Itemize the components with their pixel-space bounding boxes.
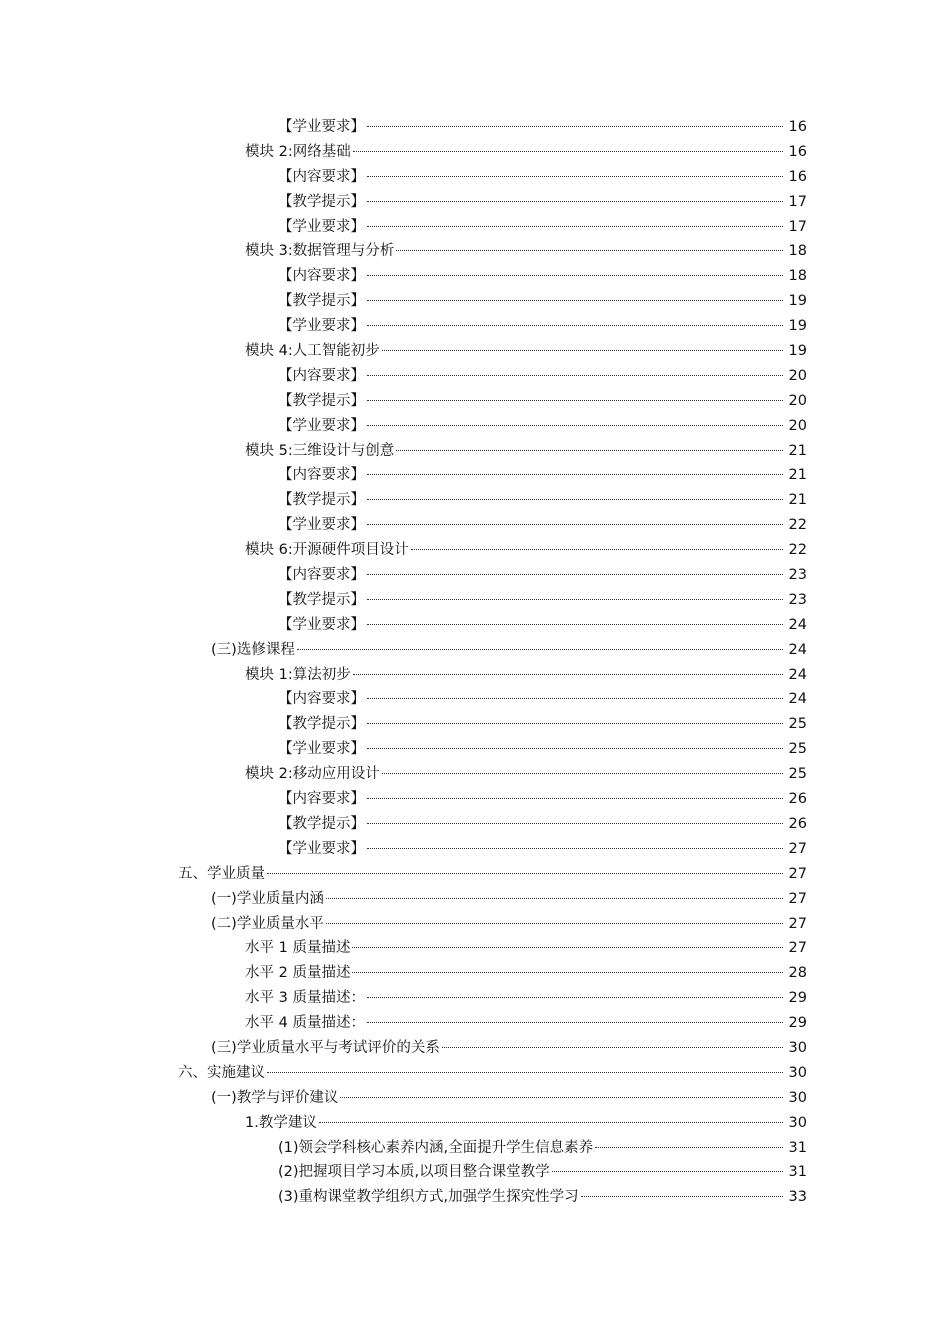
toc-entry[interactable] [0,887,950,912]
toc-entry-label: 【内容要求】 [278,467,365,484]
toc-entry-label: 【学业要求】 [278,119,365,135]
toc-entry-label: 【内容要求】 [278,268,365,285]
dot-leader [367,823,783,824]
toc-entry[interactable] [0,439,950,464]
toc-entry-label: (一)学业质量内涵 [211,890,324,907]
toc-entry[interactable] [0,215,950,240]
toc-entry[interactable] [0,936,950,961]
toc-entry-label: 【教学提示】 [278,492,365,509]
dot-leader [382,773,783,774]
dot-leader [396,250,783,251]
toc-entry-label: 六、实施建议 [178,1064,265,1081]
toc-entry[interactable] [0,1185,950,1210]
toc-entry-page-number: 21 [788,442,807,459]
toc-entry-page-number: 30 [788,1089,807,1106]
toc-entry[interactable] [0,1136,950,1161]
dot-leader [367,574,783,575]
toc-entry-label: 【学业要求】 [278,840,365,857]
toc-entry-page-number: 20 [788,417,807,434]
dot-leader [367,300,783,301]
toc-entry-label: (一)教学与评价建议 [211,1089,339,1106]
toc-entry-label: 1.教学建议 [245,1114,317,1131]
toc-entry[interactable] [0,1061,950,1086]
toc-entry[interactable] [0,463,950,488]
toc-entry-page-number: 28 [788,965,807,982]
dot-leader [367,425,783,426]
dot-leader [353,674,783,675]
toc-entry[interactable] [0,762,950,787]
dot-leader [367,275,783,276]
toc-entry-label: 【学业要求】 [278,741,365,758]
dot-leader [367,176,783,177]
dot-leader [367,201,783,202]
toc-entry-label: (三)选修课程 [211,641,295,658]
dot-leader [367,400,783,401]
toc-entry[interactable] [0,837,950,862]
toc-entry[interactable] [0,414,950,439]
toc-entry-page-number: 26 [788,791,807,808]
dot-leader [326,898,783,899]
toc-entry-page-number: 24 [788,616,807,633]
toc-entry[interactable] [0,339,950,364]
dot-leader [367,474,783,475]
dot-leader [396,450,783,451]
toc-entry[interactable] [0,862,950,887]
toc-entry-page-number: 24 [788,666,807,683]
toc-entry-page-number: 21 [788,492,807,509]
dot-leader [411,549,783,550]
toc-entry[interactable] [0,1036,950,1061]
toc-entry-page-number: 25 [788,716,807,733]
toc-entry-page-number: 20 [788,392,807,409]
toc-entry-label: 【学业要求】 [278,218,365,235]
toc-entry[interactable] [0,638,950,663]
dot-leader [367,798,783,799]
toc-entry-page-number: 25 [788,766,807,783]
toc-entry-label: 模块 1:算法初步 [245,666,351,683]
toc-entry-label: 【教学提示】 [278,815,365,832]
dot-leader [367,325,783,326]
toc-entry[interactable] [0,812,950,837]
toc-entry-label: 【教学提示】 [278,591,365,608]
toc-entry-label: 水平 3 质量描述： [245,990,365,1007]
dot-leader [319,1122,783,1123]
toc-entry-label: 模块 6:开源硬件项目设计 [245,542,409,559]
dot-leader [367,848,783,849]
dot-leader [442,1047,783,1048]
toc-entry[interactable] [0,613,950,638]
toc-entry[interactable] [0,314,950,339]
dot-leader [367,375,783,376]
toc-entry-label: 【教学提示】 [278,392,365,409]
toc-entry-label: 【学业要求】 [278,616,365,633]
dot-leader [367,723,783,724]
dot-leader [581,1196,783,1197]
dot-leader [367,624,783,625]
dot-leader [367,997,783,998]
toc-entry[interactable] [0,1111,950,1136]
toc-entry-page-number: 17 [788,193,807,210]
dot-leader [297,649,783,650]
toc-entry[interactable] [0,364,950,389]
toc-entry-label: 模块 3:数据管理与分析 [245,243,395,260]
toc-entry-label: 水平 1 质量描述 [245,940,351,957]
toc-entry[interactable] [0,140,950,165]
dot-leader [367,226,783,227]
toc-entry[interactable] [0,986,950,1011]
dot-leader [367,524,783,525]
toc-entry-label: 【内容要求】 [278,567,365,584]
toc-entry-label: (1)领会学科核心素养内涵,全面提升学生信息素养 [278,1139,594,1156]
dot-leader [382,350,783,351]
toc-entry-label: 五、学业质量 [178,865,265,882]
toc-entry-page-number: 19 [788,318,807,335]
dot-leader [595,1147,783,1148]
toc-entry-label: 模块 2:网络基础 [245,143,351,160]
toc-entry-page-number: 29 [788,1015,807,1032]
toc-entry-page-number: 27 [788,890,807,907]
toc-entry-label: 【内容要求】 [278,791,365,808]
toc-entry[interactable] [0,687,950,712]
toc-entry-label: 模块 5:三维设计与创意 [245,442,395,459]
dot-leader [340,1097,783,1098]
toc-entry[interactable] [0,115,950,140]
toc-entry-page-number: 23 [788,567,807,584]
toc-entry[interactable] [0,1086,950,1111]
toc-entry-label: 模块 4:人工智能初步 [245,343,380,360]
toc-entry-page-number: 30 [788,1114,807,1131]
toc-entry-page-number: 27 [788,840,807,857]
toc-entry[interactable] [0,588,950,613]
toc-entry-page-number: 18 [788,243,807,260]
dot-leader [367,126,783,127]
toc-entry[interactable] [0,563,950,588]
toc-entry[interactable] [0,289,950,314]
toc-entry-label: 【学业要求】 [278,318,365,335]
toc-entry[interactable] [0,190,950,215]
toc-entry[interactable] [0,513,950,538]
toc-entry-page-number: 18 [788,268,807,285]
dot-leader [367,1022,783,1023]
toc-entry[interactable] [0,1160,950,1185]
toc-entry[interactable] [0,264,950,289]
toc-entry-page-number: 24 [788,691,807,708]
toc-entry-page-number: 30 [788,1039,807,1056]
toc-entry[interactable] [0,538,950,563]
toc-entry[interactable] [0,1011,950,1036]
toc-entry[interactable] [0,663,950,688]
dot-leader [552,1171,783,1172]
toc-entry-page-number: 24 [788,641,807,658]
toc-entry-label: 【学业要求】 [278,517,365,534]
toc-entry[interactable] [0,488,950,513]
toc-entry-page-number: 16 [788,168,807,185]
toc-entry-label: (二)学业质量水平 [211,915,324,932]
toc-entry-page-number: 26 [788,815,807,832]
dot-leader [367,599,783,600]
toc-entry-page-number: 23 [788,591,807,608]
dot-leader [353,151,783,152]
toc-entry-label: 水平 2 质量描述 [245,965,351,982]
dot-leader [367,748,783,749]
dot-leader [267,873,783,874]
dot-leader [267,1072,783,1073]
toc-entry-label: 【内容要求】 [278,691,365,708]
toc-entry-page-number: 27 [788,940,807,957]
toc-entry-page-number: 29 [788,990,807,1007]
toc-entry[interactable] [0,787,950,812]
toc-entry-label: 水平 4 质量描述： [245,1015,365,1032]
dot-leader [352,972,783,973]
toc-entry-page-number: 31 [788,1139,807,1156]
dot-leader [367,499,783,500]
toc-entry-label: 【教学提示】 [278,716,365,733]
toc-entry-page-number: 30 [788,1064,807,1081]
toc-entry-page-number: 21 [788,467,807,484]
toc-entry-page-number: 17 [788,218,807,235]
toc-entry-label: 【教学提示】 [278,193,365,210]
toc-entry-page-number: 22 [788,542,807,559]
toc-entry-label: 【内容要求】 [278,367,365,384]
toc-entry-page-number: 27 [788,865,807,882]
toc-entry-page-number: 27 [788,915,807,932]
dot-leader [367,698,783,699]
toc-entry[interactable] [0,389,950,414]
toc-entry-page-number: 16 [788,119,807,135]
dot-leader [326,923,783,924]
toc-entry[interactable] [0,912,950,937]
table-of-contents [0,115,950,1210]
toc-entry[interactable] [0,165,950,190]
toc-entry-page-number: 25 [788,741,807,758]
toc-entry-label: (3)重构课堂教学组织方式,加强学生探究性学习 [278,1189,579,1206]
toc-entry-page-number: 19 [788,343,807,360]
dot-leader [352,947,783,948]
toc-entry[interactable] [0,239,950,264]
toc-entry-label: (2)把握项目学习本质,以项目整合课堂教学 [278,1164,550,1181]
toc-entry-page-number: 19 [788,293,807,310]
toc-entry-page-number: 22 [788,517,807,534]
toc-entry[interactable] [0,737,950,762]
toc-entry-page-number: 31 [788,1164,807,1181]
toc-entry-page-number: 33 [788,1189,807,1206]
toc-entry-label: 【学业要求】 [278,417,365,434]
toc-entry-label: 模块 2:移动应用设计 [245,766,380,783]
toc-entry-label: 【内容要求】 [278,168,365,185]
toc-entry-label: 【教学提示】 [278,293,365,310]
toc-entry-page-number: 16 [788,143,807,160]
toc-entry-page-number: 20 [788,367,807,384]
toc-entry-label: (三)学业质量水平与考试评价的关系 [211,1039,440,1056]
toc-entry[interactable] [0,712,950,737]
toc-entry[interactable] [0,961,950,986]
